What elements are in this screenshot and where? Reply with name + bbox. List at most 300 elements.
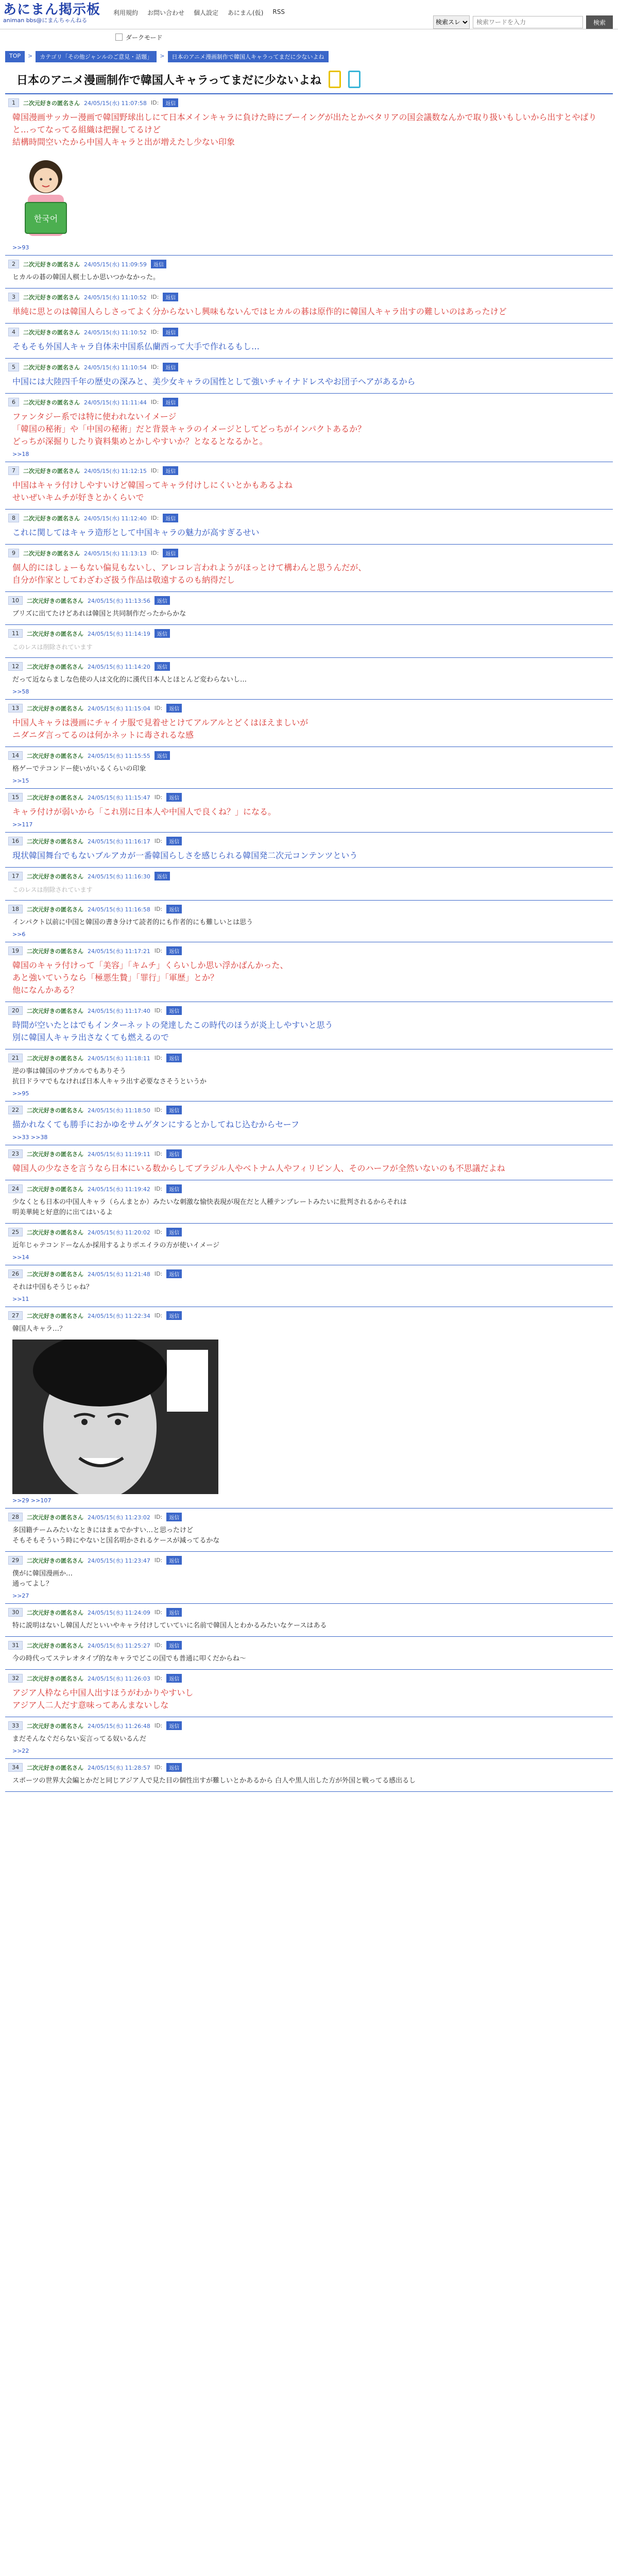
post-meta [8, 1556, 610, 1565]
post-meta [8, 1228, 610, 1236]
reply-button[interactable]: 返信 [166, 1228, 182, 1236]
post-date: 24/05/15(水) 11:10:52 [84, 294, 147, 301]
post [5, 1717, 613, 1759]
post-number[interactable]: 15 [8, 793, 23, 802]
post-date: 24/05/15(水) 11:24:09 [88, 1609, 150, 1616]
post-number[interactable]: 32 [8, 1674, 23, 1683]
post-body: ヒカルの碁の韓国人棋士しか思いつかなかった。 [12, 274, 160, 281]
post-meta [8, 328, 610, 336]
post-date: 24/05/15(水) 11:19:11 [88, 1150, 150, 1158]
reply-button[interactable]: 返信 [154, 662, 170, 671]
poster-name: 二次元好きの匿名さん [23, 261, 80, 268]
reply-button[interactable]: 返信 [166, 1556, 182, 1565]
post [5, 324, 613, 359]
reply-button[interactable]: 返信 [166, 837, 182, 845]
post-body: 描かれなくても勝手におかゆをサムゲタンにするとかしてねじ込むからセーフ [12, 1120, 299, 1129]
reply-button[interactable]: 返信 [154, 751, 170, 760]
post-body: スポーツの世界大会編とかだと同じアジア人で見た目の個性出すが難しいとかあるから 白人や黒人出した方が外国と戦ってる感出るし [12, 1777, 416, 1785]
post [5, 1049, 613, 1101]
post-date: 24/05/15(水) 11:16:30 [88, 873, 150, 880]
post-number[interactable]: 30 [8, 1608, 23, 1617]
post-id: ID: [154, 1185, 163, 1192]
post-meta [8, 1184, 610, 1193]
post-id: ID: [154, 1557, 163, 1564]
reply-button[interactable]: 返信 [151, 260, 166, 268]
poster-name: 二次元好きの匿名さん [27, 1764, 83, 1771]
post-date: 24/05/15(水) 11:23:02 [88, 1514, 150, 1521]
post [5, 747, 613, 789]
poster-name: 二次元好きの匿名さん [27, 1150, 83, 1158]
reply-button[interactable]: 返信 [163, 293, 178, 301]
poster-name: 二次元好きの匿名さん [23, 364, 80, 371]
post-number[interactable]: 17 [8, 872, 23, 880]
reply-button[interactable]: 返信 [166, 1054, 182, 1062]
poster-name: 二次元好きの匿名さん [27, 1270, 83, 1278]
post-meta [8, 596, 610, 605]
post-body: インパクト以前に中国と韓国の書き分けて読者的にも作者的にも難しいとは思う [12, 919, 253, 926]
post-date: 24/05/15(水) 11:14:19 [88, 630, 150, 637]
nav-link[interactable]: RSS [272, 8, 285, 15]
post [5, 462, 613, 510]
post-number[interactable]: 1 [8, 98, 19, 107]
post-body: 特に説明はないし韓国人だといいやキャラ付けしていていに名前で韓国人とわかるみたいなケースはある [12, 1622, 327, 1630]
post [5, 1145, 613, 1180]
post-id: ID: [154, 947, 163, 954]
post-id: ID: [154, 906, 163, 912]
reply-anchor-link[interactable]: >>15 [12, 777, 29, 784]
reply-button[interactable]: 返信 [166, 1674, 182, 1683]
post-meta [8, 363, 610, 371]
post [5, 1552, 613, 1604]
post-body: 中国はキャラ付けしやすいけど韓国ってキャラ付けしにくいとかもあるよね せいぜいキムチが好きとかくらいで [12, 480, 293, 502]
post-id: ID: [154, 1642, 163, 1649]
post [5, 1101, 613, 1145]
post-body: キャラ付けが弱いから「これ別に日本人や中国人で良くね？」になる。 [12, 807, 277, 817]
post-number[interactable]: 20 [8, 1006, 23, 1015]
post-number[interactable]: 34 [8, 1763, 23, 1772]
post-meta [8, 751, 610, 760]
breadcrumb-item[interactable]: 日本のアニメ漫画制作で韓国人キャラってまだに少ないよね [168, 51, 329, 62]
poster-name: 二次元好きの匿名さん [27, 873, 83, 880]
reply-anchor-link[interactable]: >>11 [12, 1296, 29, 1302]
post-number[interactable]: 13 [8, 704, 23, 713]
post-date: 24/05/15(水) 11:28:57 [88, 1764, 150, 1771]
post-number[interactable]: 14 [8, 751, 23, 760]
post-body: 格ゲーでテコンドー使いがいるくらいの印象 [12, 765, 146, 773]
post-body: ファンタジー系では特に使われないイメージ 「韓国の秘術」や「中国の秘術」だと背景キャラのイメージとしてどっちがインパクトあるか？ どっちが深掘りしたり資料集めとかしやすいか？となるとなるかと。 [12, 412, 366, 446]
reply-button[interactable]: 返信 [154, 872, 170, 880]
reply-button[interactable]: 返信 [163, 98, 178, 107]
search-input[interactable] [473, 16, 583, 28]
reply-anchor-link[interactable]: >>22 [12, 1748, 29, 1754]
post-body: アジア人枠なら中国人出すほうがわかりやすいし アジア人二人だす意味ってあんまないしな [12, 1688, 194, 1710]
post [5, 789, 613, 833]
post-date: 24/05/15(水) 11:10:54 [84, 364, 147, 371]
post [5, 658, 613, 700]
poster-name: 二次元好きの匿名さん [27, 1185, 83, 1193]
post-body: 単純に思とのは韓国人らしさってよく分からないし興味もないんではヒカルの碁は原作的に韓国人キャラ出すの難しいのはあったけど [12, 307, 507, 316]
post [5, 592, 613, 625]
reply-button[interactable]: 返信 [163, 398, 178, 406]
post-body: 時間が空いたとはでもインターネットの発達したこの時代のほうが炎上しやすいと思う 別に韓国人キャラ出さなくても燃えるので [12, 1020, 333, 1042]
reply-anchor-link[interactable]: >>18 [12, 451, 29, 457]
reply-button[interactable]: 返信 [166, 1763, 182, 1772]
post-number[interactable]: 12 [8, 662, 23, 671]
reply-anchor-link[interactable]: >>58 [12, 688, 29, 695]
reply-anchor-link[interactable]: >>27 [12, 1592, 29, 1599]
post-date: 24/05/15(水) 11:20:02 [88, 1229, 150, 1236]
post-number[interactable]: 4 [8, 328, 19, 336]
nav-link[interactable]: 個人設定 [194, 9, 219, 16]
nav-link[interactable]: 利用規約 [113, 9, 139, 16]
post-meta [8, 837, 610, 845]
post [5, 359, 613, 394]
post [5, 1604, 613, 1637]
logo-text: あにまん掲示板 [3, 2, 101, 18]
post-id: ID: [154, 1514, 163, 1520]
reply-button[interactable]: 返信 [166, 1184, 182, 1193]
post-body: 今の時代ってステレオタイプ的なキャラでどこの国でも普通に叩くだからね～ [12, 1655, 246, 1663]
bookmark-icon[interactable] [329, 71, 341, 88]
reply-anchor-link[interactable]: >>93 [12, 244, 29, 251]
reply-button[interactable]: 返信 [166, 1513, 182, 1521]
poster-name: 二次元好きの匿名さん [27, 1007, 83, 1014]
breadcrumb-item[interactable]: TOP [5, 51, 25, 62]
post-number[interactable]: 5 [8, 363, 19, 371]
post-body: 少なくとも日本の中国人キャラ（らんまとか）みたいな刺激な愉快表現が現在だと人種テンプレートみたいに批判されるからそれは 明美華純と好意的に出てはいるよ [12, 1198, 407, 1216]
post [5, 1224, 613, 1265]
search-scope-select[interactable] [433, 15, 470, 29]
post [5, 256, 613, 289]
post-meta [8, 1269, 610, 1278]
post-body: これに関してはキャラ造形として中国キャラの魅力が高すぎるせい [12, 528, 260, 537]
post-id: ID: [154, 705, 163, 711]
post-body: ブリズに出てたけどあれは韓国と共同制作だったからかな [12, 610, 186, 618]
nav-link[interactable]: あにまん(仮) [228, 9, 264, 16]
breadcrumb [5, 51, 618, 62]
post-number[interactable]: 25 [8, 1228, 23, 1236]
post-id: ID: [154, 1609, 163, 1616]
post-date: 24/05/15(水) 11:21:48 [88, 1270, 150, 1278]
reply-button[interactable]: 返信 [163, 514, 178, 522]
post-date: 24/05/15(水) 11:17:40 [88, 1007, 150, 1014]
post-body: まだそんなぐだらない妄言ってる奴いるんだ [12, 1735, 147, 1743]
post-image[interactable] [12, 1340, 218, 1494]
post [5, 868, 613, 901]
post [5, 1307, 613, 1509]
reply-button[interactable]: 返信 [166, 946, 182, 955]
post-number[interactable]: 24 [8, 1184, 23, 1193]
post [5, 1670, 613, 1717]
search-bar [433, 15, 613, 29]
post-number[interactable]: 31 [8, 1641, 23, 1650]
thread-title-row [5, 65, 613, 94]
post-meta [8, 1763, 610, 1772]
post [5, 1180, 613, 1224]
post-body: だって近ならましな色使の人は文化的に漢代日本人とほとんど変わらないし… [12, 676, 247, 684]
poster-name: 二次元好きの匿名さん [27, 663, 83, 670]
poster-name: 二次元好きの匿名さん [27, 947, 83, 955]
post-date: 24/05/15(水) 11:10:52 [84, 329, 147, 336]
reply-button[interactable]: 返信 [166, 1311, 182, 1320]
post-date: 24/05/15(水) 11:26:03 [88, 1675, 150, 1682]
post-meta [8, 398, 610, 406]
reply-anchor-link[interactable]: >>95 [12, 1090, 29, 1097]
post-meta [8, 1054, 610, 1062]
post [5, 700, 613, 747]
reply-button[interactable]: 返信 [166, 793, 182, 802]
post-id: ID: [154, 838, 163, 844]
post-id: ID: [154, 1055, 163, 1061]
poster-name: 二次元好きの匿名さん [23, 550, 80, 557]
post-image[interactable] [12, 154, 79, 241]
poster-name: 二次元好きの匿名さん [23, 329, 80, 336]
poster-name: 二次元好きの匿名さん [27, 1557, 83, 1564]
reply-button[interactable]: 返信 [163, 549, 178, 557]
post-number[interactable]: 10 [8, 596, 23, 605]
post-body: 中国人キャラは漫画にチャイナ服で見着せとけてアルアルとどくはほえましいが ニダニダ言ってるのは何かネットに毒されるな感 [12, 718, 308, 740]
dark-mode-toggle[interactable] [115, 32, 163, 42]
post-id: ID: [154, 1675, 163, 1682]
reply-button[interactable]: 返信 [166, 704, 182, 713]
post-meta [8, 1149, 610, 1158]
post-meta [8, 260, 610, 268]
post-body: 韓国のキャラ付けって「美容」「キムチ」くらいしか思い浮かばんかった、 あと強いていうなら「極悪生贄」「罪行」「軍歴」とか？ 他になんかある？ [12, 960, 288, 995]
post [5, 833, 613, 868]
post-id: ID: [154, 1007, 163, 1014]
post-date: 24/05/15(水) 11:13:56 [88, 597, 150, 604]
post-date: 24/05/15(水) 11:15:04 [88, 705, 150, 712]
reply-anchor-link[interactable]: >>33 >>38 [12, 1134, 48, 1141]
post [5, 625, 613, 658]
reply-button[interactable]: 返信 [163, 328, 178, 336]
post-number[interactable]: 2 [8, 260, 19, 268]
post-date: 24/05/15(水) 11:18:50 [88, 1107, 150, 1114]
post-meta [8, 1006, 610, 1015]
post-id: ID: [150, 550, 159, 556]
svg-text:한국어: 한국어 [33, 214, 58, 224]
post-number[interactable]: 23 [8, 1149, 23, 1158]
post-body: 現状韓国舞台でもないブルアカが一番韓国らしさを感じられる韓国発二次元コンテンツという [12, 851, 358, 860]
post-date: 24/05/15(水) 11:12:40 [84, 515, 147, 522]
reply-button[interactable]: 返信 [154, 596, 170, 605]
post-id: ID: [154, 1312, 163, 1319]
reply-button[interactable]: 返信 [166, 1721, 182, 1730]
reply-anchor-link[interactable]: >>6 [12, 931, 26, 938]
post-date: 24/05/15(水) 11:13:13 [84, 550, 147, 557]
post-date: 24/05/15(水) 11:12:15 [84, 467, 147, 474]
post-meta [8, 98, 610, 107]
post [5, 901, 613, 942]
post-id: ID: [150, 329, 159, 335]
page-title: 日本のアニメ漫画制作で韓国人キャラってまだに少ないよね [16, 74, 322, 87]
post [5, 289, 613, 324]
post-meta [8, 514, 610, 522]
reply-button[interactable]: 返信 [166, 1106, 182, 1114]
post-date: 24/05/15(水) 11:15:47 [88, 794, 150, 801]
post-body: 僕がに韓国漫画か… 通ってよし？ [12, 1570, 73, 1588]
post-date: 24/05/15(水) 11:17:21 [88, 947, 150, 955]
post-id: ID: [150, 515, 159, 521]
poster-name: 二次元好きの匿名さん [27, 838, 83, 845]
post-date: 24/05/15(水) 11:22:34 [88, 1312, 150, 1319]
site-logo[interactable] [3, 2, 100, 24]
post-number[interactable]: 28 [8, 1513, 23, 1521]
post [5, 1759, 613, 1792]
top-nav [113, 8, 285, 17]
post-id: ID: [150, 364, 159, 370]
share-icon[interactable] [348, 71, 360, 88]
reply-button[interactable]: 返信 [166, 905, 182, 913]
post-body: このレスは削除されています [12, 643, 93, 651]
reply-anchor-link[interactable]: >>14 [12, 1254, 29, 1261]
post [5, 545, 613, 592]
post-meta [8, 704, 610, 713]
post-date: 24/05/15(水) 11:25:27 [88, 1642, 150, 1649]
post-meta [8, 1106, 610, 1114]
post-date: 24/05/15(水) 11:16:58 [88, 906, 150, 913]
poster-name: 二次元好きの匿名さん [27, 1722, 83, 1730]
post [5, 94, 613, 256]
site-header [0, 0, 618, 29]
post-number[interactable]: 18 [8, 905, 23, 913]
poster-name: 二次元好きの匿名さん [27, 630, 83, 637]
post-id: ID: [150, 399, 159, 405]
post [5, 510, 613, 545]
post-id: ID: [154, 1107, 163, 1113]
poster-name: 二次元好きの匿名さん [27, 1514, 83, 1521]
poster-name: 二次元好きの匿名さん [27, 1312, 83, 1319]
post-number[interactable]: 26 [8, 1269, 23, 1278]
reply-anchor-link[interactable]: >>29 >>107 [12, 1497, 52, 1504]
post-body: 近年じゃテコンドーなんか採用するよりポエイラの方が使いイメージ [12, 1242, 220, 1249]
post-number[interactable]: 9 [8, 549, 19, 557]
reply-anchor-link[interactable]: >>117 [12, 821, 33, 828]
post-number[interactable]: 22 [8, 1106, 23, 1114]
nav-link[interactable]: お問い合わせ [147, 9, 185, 16]
post-date: 24/05/15(水) 11:19:42 [88, 1185, 150, 1193]
reply-button[interactable]: 返信 [166, 1641, 182, 1650]
checkbox-icon[interactable] [115, 33, 123, 41]
post-meta [8, 905, 610, 913]
post-number[interactable]: 7 [8, 466, 19, 475]
post-body: 中国には大陸四千年の歴史の深みと、美少女キャラの国性として強いチャイナドレスやお団子ヘアがあるから [12, 377, 416, 386]
poster-name: 二次元好きの匿名さん [27, 705, 83, 712]
post-meta [8, 1641, 610, 1650]
poster-name: 二次元好きの匿名さん [27, 1609, 83, 1616]
poster-name: 二次元好きの匿名さん [23, 515, 80, 522]
post [5, 1637, 613, 1670]
post-list [5, 94, 613, 1792]
post-body: それは中国もそうじゃね？ [12, 1283, 93, 1291]
dark-mode-label: ダークモード [126, 33, 163, 41]
post-body: そもそも外国人キャラ自体未中国系仏蘭西って大手で作れるもし… [12, 342, 260, 351]
post [5, 1265, 613, 1307]
post [5, 1509, 613, 1552]
post-date: 24/05/15(水) 11:15:55 [88, 752, 150, 759]
post-id: ID: [154, 794, 163, 801]
post-number[interactable]: 27 [8, 1311, 23, 1320]
post-meta [8, 1513, 610, 1521]
post-id: ID: [150, 467, 159, 474]
post-id: ID: [154, 1229, 163, 1235]
post-meta [8, 466, 610, 475]
post-body: 韓国人の少なさを言うなら日本にいる数からしてブラジル人やベトナム人やフィリピン人、そのハーフが全然いないのも不思議だよね [12, 1163, 505, 1173]
reply-button[interactable]: 返信 [166, 1608, 182, 1617]
post-id: ID: [150, 294, 159, 300]
poster-name: 二次元好きの匿名さん [23, 399, 80, 406]
post-number[interactable]: 6 [8, 398, 19, 406]
poster-name: 二次元好きの匿名さん [27, 906, 83, 913]
post-id: ID: [150, 99, 159, 106]
post-number[interactable]: 21 [8, 1054, 23, 1062]
post-number[interactable]: 29 [8, 1556, 23, 1565]
post-body: 多国籍チームみたいなときにはまぁでかすい…と思ったけど そもそもそういう時にやないと国名明かされるケースが減ってるかな [12, 1527, 220, 1545]
reply-button[interactable]: 返信 [163, 466, 178, 475]
post-date: 24/05/15(水) 11:07:58 [84, 99, 147, 107]
post-number[interactable]: 16 [8, 837, 23, 845]
post-body: 逆の事は韓国のサブカルでもありそう 抗日ドラマでもなければ日本人キャラ出す必要なさそうというか [12, 1067, 207, 1086]
post [5, 942, 613, 1002]
poster-name: 二次元好きの匿名さん [27, 1107, 83, 1114]
post-number[interactable]: 19 [8, 946, 23, 955]
post-date: 24/05/15(水) 11:16:17 [88, 838, 150, 845]
post-date: 24/05/15(水) 11:26:48 [88, 1722, 150, 1730]
reply-button[interactable]: 返信 [166, 1269, 182, 1278]
logo-subtext: animan bbs@にまんちゃんねる [3, 17, 88, 24]
post-body: 韓国人キャラ…？ [12, 1325, 66, 1333]
post-meta [8, 293, 610, 301]
post-date: 24/05/15(水) 11:11:44 [84, 399, 147, 406]
post-body: このレスは削除されています [12, 886, 93, 893]
search-button[interactable]: 検索 [586, 15, 613, 29]
post-meta [8, 549, 610, 557]
post-date: 24/05/15(水) 11:23:47 [88, 1557, 150, 1564]
post-number[interactable]: 8 [8, 514, 19, 522]
reply-button[interactable]: 返信 [154, 629, 170, 638]
poster-name: 二次元好きの匿名さん [27, 1055, 83, 1062]
reply-button[interactable]: 返信 [166, 1006, 182, 1015]
breadcrumb-item[interactable]: カテゴリ「その他ジャンルのご意見・話題」 [36, 51, 157, 62]
poster-name: 二次元好きの匿名さん [23, 294, 80, 301]
poster-name: 二次元好きの匿名さん [23, 99, 80, 107]
post [5, 1002, 613, 1049]
post-meta [8, 629, 610, 638]
reply-button[interactable]: 返信 [163, 363, 178, 371]
post-meta [8, 1721, 610, 1730]
post-body: 個人的にはしょーもない偏見もないし、アレコレ言われようがほっとけて構わんと思うんだが、 自分が作家としてわざわざ扱う作品は敬遠するのも納得だし [12, 563, 367, 585]
post-body: 韓国漫画サッカー漫画で韓国野球出しにて日本メインキャラに負けた時にブーイングが出たとかベタリアの国会議数なんかで取り扱いもしいから出すとやぱりと…ってなってる組織は把握してるけど 結構時間空いたから中国人キャラと出が増えたし少ない印象 [12, 112, 597, 147]
post-meta [8, 662, 610, 671]
post-meta [8, 1608, 610, 1617]
post-number[interactable]: 33 [8, 1721, 23, 1730]
poster-name: 二次元好きの匿名さん [27, 1229, 83, 1236]
post-meta [8, 1311, 610, 1320]
post-number[interactable]: 3 [8, 293, 19, 301]
poster-name: 二次元好きの匿名さん [27, 597, 83, 604]
reply-button[interactable]: 返信 [166, 1149, 182, 1158]
post-id: ID: [154, 1722, 163, 1729]
post-id: ID: [154, 1764, 163, 1771]
post-meta [8, 1674, 610, 1683]
post-id: ID: [154, 1270, 163, 1277]
post-meta [8, 946, 610, 955]
breadcrumb-separator: > [160, 53, 165, 59]
post-date: 24/05/15(水) 11:14:20 [88, 663, 150, 670]
poster-name: 二次元好きの匿名さん [23, 467, 80, 474]
post-number[interactable]: 11 [8, 629, 23, 638]
post-id: ID: [154, 1150, 163, 1157]
